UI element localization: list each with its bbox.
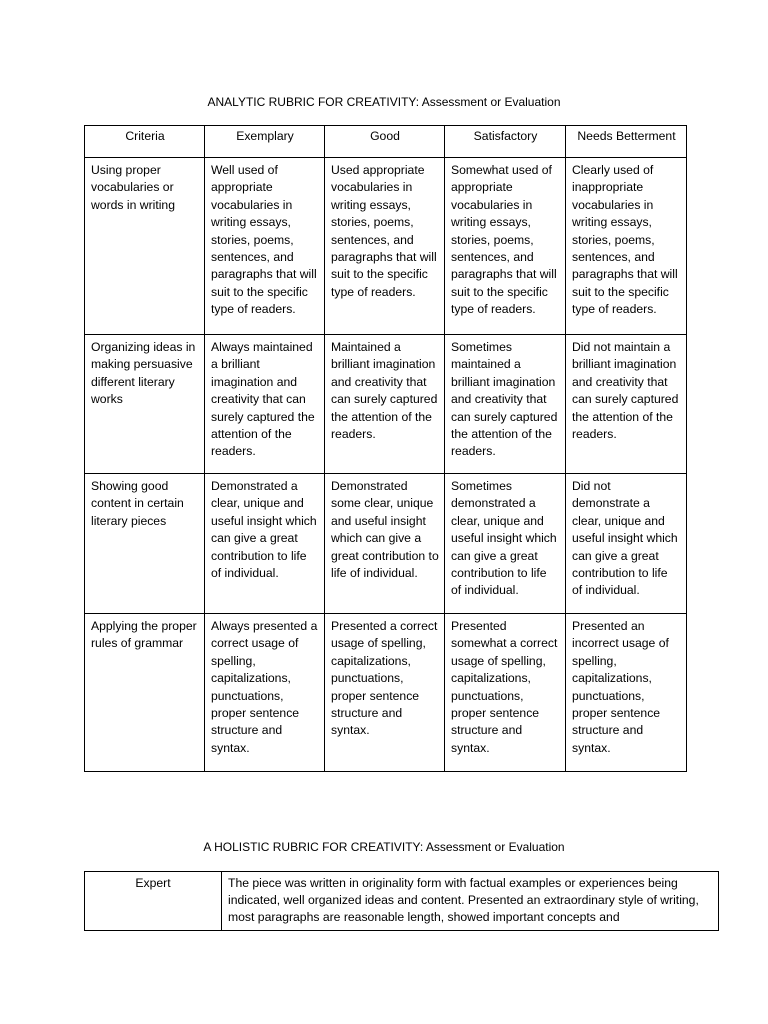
header-exemplary: Exemplary bbox=[205, 126, 325, 158]
exemplary-cell: Always presented a correct usage of spelling, capitalizations, punctuations, proper sentence structure and syntax. bbox=[205, 614, 325, 772]
header-satisfactory: Satisfactory bbox=[445, 126, 566, 158]
needs-betterment-cell: Did not demonstrate a clear, unique and useful insight which can give a great contribution to life of individual. bbox=[566, 474, 687, 614]
needs-betterment-cell: Did not maintain a brilliant imagination and creativity that can surely captured the attention of the readers. bbox=[566, 335, 687, 474]
level-cell: Expert bbox=[85, 872, 222, 931]
criteria-cell: Applying the proper rules of grammar bbox=[85, 614, 205, 772]
table-row bbox=[85, 158, 687, 335]
analytic-rubric-table bbox=[84, 125, 687, 772]
criteria-cell: Organizing ideas in making persuasive different literary works bbox=[85, 335, 205, 474]
good-cell: Presented a correct usage of spelling, capitalizations, punctuations, proper sentence structure and syntax. bbox=[325, 614, 445, 772]
analytic-rubric-title: ANALYTIC RUBRIC FOR CREATIVITY: Assessment or Evaluation bbox=[207, 95, 561, 109]
holistic-rubric-title: A HOLISTIC RUBRIC FOR CREATIVITY: Assessment or Evaluation bbox=[203, 840, 565, 854]
satisfactory-cell: Sometimes demonstrated a clear, unique and useful insight which can give a great contribution to life of individual. bbox=[445, 474, 566, 614]
table-row bbox=[85, 614, 687, 772]
table-header-row bbox=[85, 126, 687, 158]
criteria-cell: Using proper vocabularies or words in writing bbox=[85, 158, 205, 335]
satisfactory-cell: Somewhat used of appropriate vocabularies in writing essays, stories, poems, sentences, and paragraphs that will suit to the specific type of readers. bbox=[445, 158, 566, 335]
satisfactory-cell: Presented somewhat a correct usage of spelling, capitalizations, punctuations, proper sentence structure and syntax. bbox=[445, 614, 566, 772]
needs-betterment-cell: Clearly used of inappropriate vocabularies in writing essays, stories, poems, sentences, and paragraphs that will suit to the specific type of readers. bbox=[566, 158, 687, 335]
criteria-cell: Showing good content in certain literary pieces bbox=[85, 474, 205, 614]
description-cell: The piece was written in originality form with factual examples or experiences being indicated, well organized ideas and content. Presented an extraordinary style of writing, most paragraphs are reasonable length, showed important concepts and bbox=[222, 872, 719, 931]
good-cell: Maintained a brilliant imagination and creativity that can surely captured the attention of the readers. bbox=[325, 335, 445, 474]
needs-betterment-cell: Presented an incorrect usage of spelling, capitalizations, punctuations, proper sentence structure and syntax. bbox=[566, 614, 687, 772]
table-row bbox=[85, 872, 719, 931]
holistic-rubric-table bbox=[84, 871, 719, 931]
header-needs-betterment: Needs Betterment bbox=[566, 126, 687, 158]
exemplary-cell: Always maintained a brilliant imagination and creativity that can surely captured the attention of the readers. bbox=[205, 335, 325, 474]
table-row bbox=[85, 335, 687, 474]
good-cell: Demonstrated some clear, unique and useful insight which can give a great contribution to life of individual. bbox=[325, 474, 445, 614]
good-cell: Used appropriate vocabularies in writing essays, stories, poems, sentences, and paragraphs that will suit to the specific type of readers. bbox=[325, 158, 445, 335]
header-criteria: Criteria bbox=[85, 126, 205, 158]
satisfactory-cell: Sometimes maintained a brilliant imagination and creativity that can surely captured the attention of the readers. bbox=[445, 335, 566, 474]
header-good: Good bbox=[325, 126, 445, 158]
table-row bbox=[85, 474, 687, 614]
exemplary-cell: Well used of appropriate vocabularies in writing essays, stories, poems, sentences, and paragraphs that will suit to the specific type of readers. bbox=[205, 158, 325, 335]
exemplary-cell: Demonstrated a clear, unique and useful insight which can give a great contribution to life of individual. bbox=[205, 474, 325, 614]
